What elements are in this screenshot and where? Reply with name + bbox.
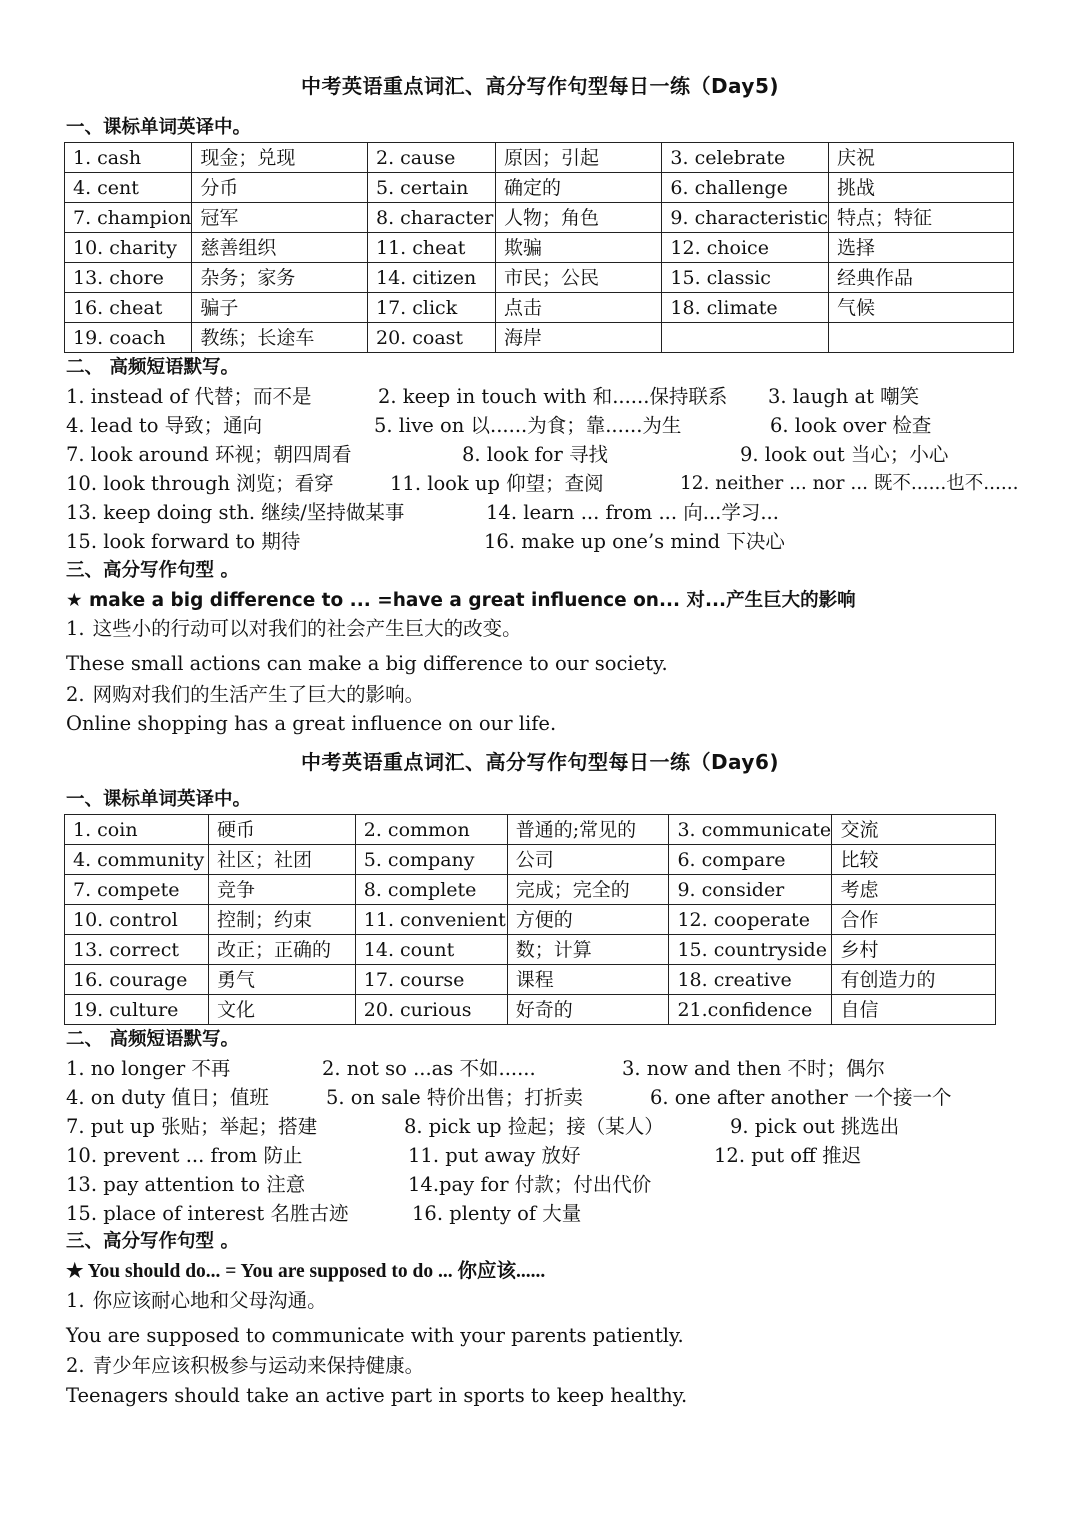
vocab-meaning-cell: 交流 — [832, 815, 996, 845]
vocab-word-cell: 21.confidence — [669, 995, 832, 1025]
day6-sentence2-cn — [66, 1353, 424, 1379]
vocab-word-cell: 4. cent — [65, 173, 192, 203]
vocab-word-cell: 8. character — [368, 203, 496, 233]
phrase: 9. look out 当心；小心 — [740, 443, 949, 466]
vocab-meaning-cell: 杂务；家务 — [192, 263, 368, 293]
table-row — [65, 815, 996, 845]
table-row — [65, 143, 1014, 173]
vocab-meaning-cell: 社区；社团 — [208, 845, 355, 875]
phrase: 13. pay attention to 注意 — [66, 1173, 306, 1196]
sentence-number: 1. — [66, 1289, 85, 1312]
phrase: 16. make up one’s mind 下决心 — [484, 530, 785, 553]
vocab-word-cell: 12. choice — [662, 233, 829, 263]
vocab-word-cell: 1. cash — [65, 143, 192, 173]
vocab-meaning-cell: 选择 — [828, 233, 1013, 263]
phrase: 3. now and then 不时；偶尔 — [622, 1057, 886, 1080]
vocab-meaning-cell: 竞争 — [208, 875, 355, 905]
phrase: 1. no longer 不再 — [66, 1057, 231, 1080]
vocab-word-cell: 10. charity — [65, 233, 192, 263]
vocab-word-cell: 14. count — [355, 935, 507, 965]
day5-title: 中考英语重点词汇、高分写作句型每日一练（Day5) — [300, 74, 780, 98]
day5-sentence1-en: These small actions can make a big difference to our society. — [66, 652, 668, 675]
phrase: 2. not so ...as 不如...... — [322, 1057, 536, 1080]
day5-sentence2-en: Online shopping has a great influence on our life. — [66, 712, 557, 735]
vocab-meaning-cell: 挑战 — [828, 173, 1013, 203]
phrase: 14.pay for 付款；付出代价 — [408, 1173, 652, 1196]
vocab-word-cell: 3. communicate — [669, 815, 832, 845]
vocab-word-cell: 17. click — [368, 293, 496, 323]
vocab-word-cell — [662, 323, 829, 353]
vocab-word-cell: 4. community — [65, 845, 209, 875]
vocab-word-cell: 18. climate — [662, 293, 829, 323]
vocab-meaning-cell: 确定的 — [495, 173, 661, 203]
phrase: 12. neither ... nor ... 既不......也不...... — [680, 473, 1019, 494]
phrase: 2. keep in touch with 和......保持联系 — [378, 385, 728, 408]
vocab-word-cell: 20. coast — [368, 323, 496, 353]
sentence-text: 你应该耐心地和父母沟通。 — [92, 1289, 327, 1312]
phrase: 11. put away 放好 — [408, 1144, 581, 1167]
vocab-meaning-cell: 气候 — [828, 293, 1013, 323]
phrase: 12. put off 推迟 — [714, 1144, 862, 1167]
vocab-word-cell: 15. countryside — [669, 935, 832, 965]
day6-vocab-table — [64, 814, 996, 1025]
phrase: 11. look up 仰望；查阅 — [390, 472, 604, 495]
phrase: 8. pick up 捡起；接（某人） — [404, 1115, 664, 1138]
phrase: 15. place of interest 名胜古迹 — [66, 1202, 349, 1225]
vocab-word-cell: 13. chore — [65, 263, 192, 293]
day6-sentence2-en: Teenagers should take an active part in sports to keep healthy. — [66, 1384, 688, 1407]
vocab-meaning-cell: 控制；约束 — [208, 905, 355, 935]
sentence-number: 1. — [66, 617, 85, 640]
day6-section3-heading: 三、高分写作句型 。 — [66, 1231, 239, 1252]
vocab-meaning-cell: 特点；特征 — [828, 203, 1013, 233]
vocab-word-cell: 7. champion — [65, 203, 192, 233]
phrase: 5. on sale 特价出售；打折卖 — [326, 1086, 583, 1109]
sentence-number: 2. — [66, 683, 85, 706]
vocab-meaning-cell: 原因；引起 — [495, 143, 661, 173]
vocab-word-cell: 8. complete — [355, 875, 507, 905]
vocab-word-cell: 18. creative — [669, 965, 832, 995]
table-row — [65, 203, 1014, 233]
vocab-word-cell: 5. certain — [368, 173, 496, 203]
vocab-meaning-cell: 乡村 — [832, 935, 996, 965]
vocab-meaning-cell: 人物；角色 — [495, 203, 661, 233]
vocab-word-cell: 2. cause — [368, 143, 496, 173]
vocab-word-cell: 19. coach — [65, 323, 192, 353]
phrase: 4. on duty 值日；值班 — [66, 1086, 269, 1109]
day6-section1-heading: 一、课标单词英译中。 — [66, 789, 252, 810]
day6-title: 中考英语重点词汇、高分写作句型每日一练（Day6) — [300, 750, 780, 774]
sentence-text: 青少年应该积极参与运动来保持健康。 — [92, 1354, 425, 1377]
day5-section2-heading: 二、 高频短语默写。 — [66, 357, 239, 378]
day5-vocab-table — [64, 142, 1014, 353]
vocab-meaning-cell: 分币 — [192, 173, 368, 203]
day5-section3-heading: 三、高分写作句型 。 — [66, 560, 239, 581]
vocab-meaning-cell: 比较 — [832, 845, 996, 875]
phrase: 6. look over 检查 — [770, 414, 932, 437]
vocab-meaning-cell: 考虑 — [832, 875, 996, 905]
day5-section1-heading: 一、课标单词英译中。 — [66, 117, 252, 138]
vocab-word-cell: 7. compete — [65, 875, 209, 905]
table-row — [65, 995, 996, 1025]
day6-sentence-pattern: ★ You should do... = You are supposed to do ... 你应该...... — [66, 1261, 546, 1282]
vocab-meaning-cell: 文化 — [208, 995, 355, 1025]
vocab-word-cell: 15. classic — [662, 263, 829, 293]
vocab-word-cell: 2. common — [355, 815, 507, 845]
phrase: 4. lead to 导致；通向 — [66, 414, 263, 437]
vocab-word-cell: 16. courage — [65, 965, 209, 995]
vocab-word-cell: 10. control — [65, 905, 209, 935]
vocab-meaning-cell: 硬币 — [208, 815, 355, 845]
table-row — [65, 293, 1014, 323]
phrase: 15. look forward to 期待 — [66, 530, 301, 553]
vocab-word-cell: 9. characteristic — [662, 203, 829, 233]
vocab-meaning-cell: 课程 — [507, 965, 669, 995]
vocab-meaning-cell: 数；计算 — [507, 935, 669, 965]
sentence-text: 这些小的行动可以对我们的社会产生巨大的改变。 — [92, 617, 522, 640]
phrase: 1. instead of 代替；而不是 — [66, 385, 312, 408]
day6-sentence1-cn — [66, 1288, 327, 1314]
vocab-word-cell: 11. cheat — [368, 233, 496, 263]
table-row — [65, 323, 1014, 353]
vocab-meaning-cell: 庆祝 — [828, 143, 1013, 173]
vocab-meaning-cell: 勇气 — [208, 965, 355, 995]
vocab-meaning-cell: 普通的;常见的 — [507, 815, 669, 845]
vocab-meaning-cell: 教练；长途车 — [192, 323, 368, 353]
phrase: 3. laugh at 嘲笑 — [768, 385, 920, 408]
sentence-number: 2. — [66, 1354, 85, 1377]
vocab-word-cell: 1. coin — [65, 815, 209, 845]
phrase: 8. look for 寻找 — [462, 443, 609, 466]
vocab-meaning-cell: 现金；兑现 — [192, 143, 368, 173]
vocab-word-cell: 3. celebrate — [662, 143, 829, 173]
vocab-word-cell: 19. culture — [65, 995, 209, 1025]
vocab-meaning-cell: 完成；完全的 — [507, 875, 669, 905]
table-row — [65, 935, 996, 965]
sentence-text: 网购对我们的生活产生了巨大的影响。 — [92, 683, 425, 706]
vocab-meaning-cell: 海岸 — [495, 323, 661, 353]
vocab-meaning-cell: 骗子 — [192, 293, 368, 323]
vocab-meaning-cell: 点击 — [495, 293, 661, 323]
vocab-meaning-cell: 改正；正确的 — [208, 935, 355, 965]
vocab-meaning-cell: 欺骗 — [495, 233, 661, 263]
vocab-meaning-cell: 好奇的 — [507, 995, 669, 1025]
vocab-meaning-cell: 方便的 — [507, 905, 669, 935]
day5-sentence-pattern: ★ make a big difference to ... =have a great influence on... 对...产生巨大的影响 — [66, 590, 856, 611]
phrase: 7. look around 环视；朝四周看 — [66, 443, 352, 466]
vocab-meaning-cell: 合作 — [832, 905, 996, 935]
table-row — [65, 263, 1014, 293]
table-row — [65, 875, 996, 905]
phrase: 10. prevent ... from 防止 — [66, 1144, 303, 1167]
vocab-meaning-cell: 市民；公民 — [495, 263, 661, 293]
vocab-word-cell: 12. cooperate — [669, 905, 832, 935]
table-row — [65, 965, 996, 995]
vocab-meaning-cell: 冠军 — [192, 203, 368, 233]
day5-sentence2-cn — [66, 682, 424, 708]
phrase: 9. pick out 挑选出 — [730, 1115, 900, 1138]
vocab-word-cell: 20. curious — [355, 995, 507, 1025]
vocab-word-cell: 6. compare — [669, 845, 832, 875]
vocab-word-cell: 14. citizen — [368, 263, 496, 293]
table-row — [65, 845, 996, 875]
vocab-word-cell: 16. cheat — [65, 293, 192, 323]
phrase: 16. plenty of 大量 — [412, 1202, 582, 1225]
vocab-word-cell: 9. consider — [669, 875, 832, 905]
phrase: 5. live on 以......为食；靠......为生 — [374, 414, 682, 437]
vocab-meaning-cell: 经典作品 — [828, 263, 1013, 293]
vocab-word-cell: 17. course — [355, 965, 507, 995]
vocab-word-cell: 13. correct — [65, 935, 209, 965]
day6-section2-heading: 二、 高频短语默写。 — [66, 1029, 239, 1050]
vocab-meaning-cell: 自信 — [832, 995, 996, 1025]
table-row — [65, 233, 1014, 263]
vocab-meaning-cell: 慈善组织 — [192, 233, 368, 263]
phrase: 7. put up 张贴；举起；搭建 — [66, 1115, 318, 1138]
vocab-meaning-cell — [828, 323, 1013, 353]
table-row — [65, 173, 1014, 203]
phrase: 10. look through 浏览；看穿 — [66, 472, 334, 495]
phrase: 13. keep doing sth. 继续/坚持做某事 — [66, 501, 405, 524]
day5-sentence1-cn — [66, 616, 522, 642]
vocab-word-cell: 11. convenient — [355, 905, 507, 935]
vocab-word-cell: 5. company — [355, 845, 507, 875]
phrase: 14. learn ... from ... 向...学习... — [486, 501, 779, 524]
vocab-meaning-cell: 公司 — [507, 845, 669, 875]
day6-sentence1-en: You are supposed to communicate with your parents patiently. — [66, 1324, 684, 1347]
table-row — [65, 905, 996, 935]
phrase: 6. one after another 一个接一个 — [650, 1086, 952, 1109]
vocab-word-cell: 6. challenge — [662, 173, 829, 203]
vocab-meaning-cell: 有创造力的 — [832, 965, 996, 995]
